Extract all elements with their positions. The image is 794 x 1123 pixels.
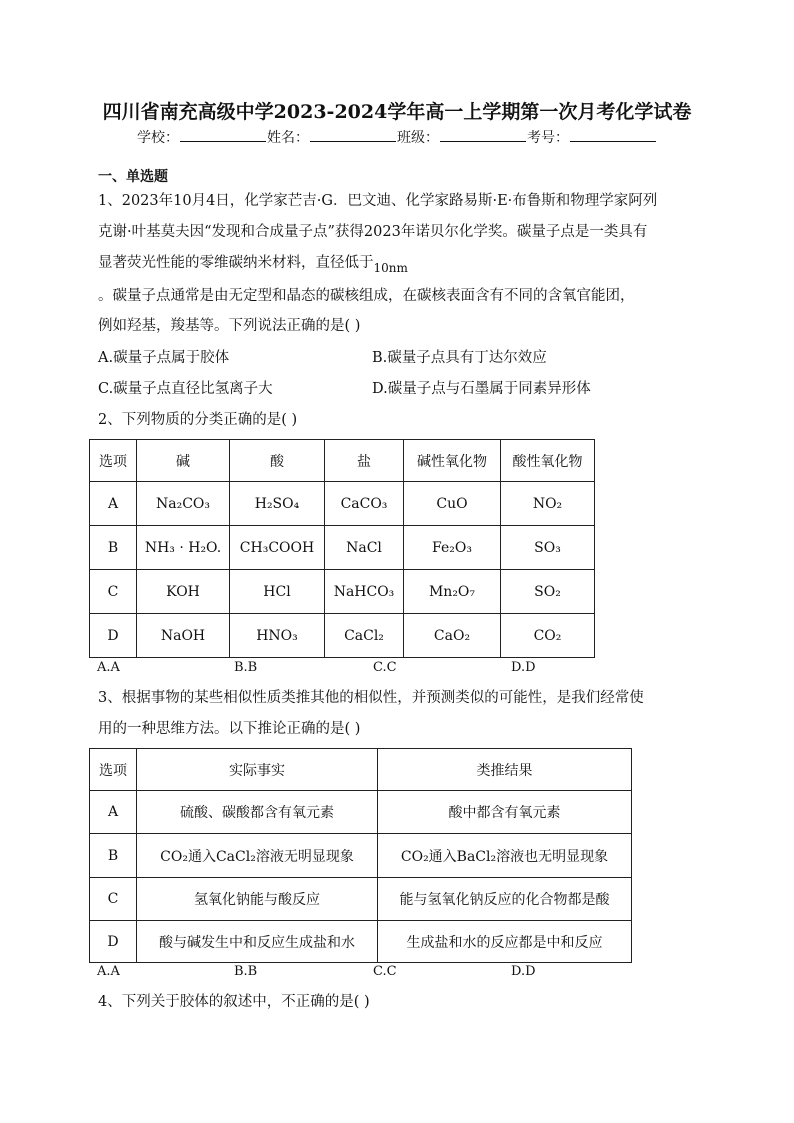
q2-cell: D <box>90 614 137 658</box>
table-row <box>90 878 632 921</box>
q3-cell: CO₂通入BaCl₂溶液也无明显现象 <box>378 834 632 878</box>
q2-cell: KOH <box>137 570 230 614</box>
q1-option-a[interactable]: A.碳量子点属于胶体 <box>98 350 230 366</box>
q1-option-d[interactable]: D.碳量子点与石墨属于同素异形体 <box>372 381 591 397</box>
q3-header: 类推结果 <box>378 749 632 791</box>
q2-cell: CH₃COOH <box>230 526 325 570</box>
q2-cell: Fe₂O₃ <box>404 526 501 570</box>
q3-line-2: 用的一种思维方法。以下推论正确的是( ) <box>98 721 361 737</box>
q3-cell: 氢氧化钠能与酸反应 <box>137 878 378 921</box>
q2-cell: HCl <box>230 570 325 614</box>
q2-cell: NaOH <box>137 614 230 658</box>
name-label: 姓名： <box>267 130 309 146</box>
q2-option-d[interactable]: D.D <box>511 660 536 675</box>
q2-table <box>89 439 595 658</box>
q2-cell: NH₃ · H₂O. <box>137 526 230 570</box>
q3-line-1: 3、根据事物的某些相似性质类推其他的相似性，并预测类似的可能性，是我们经常使 <box>98 690 644 706</box>
q2-header: 酸 <box>230 440 325 482</box>
q2-cell: Na₂CO₃ <box>137 482 230 526</box>
q2-header: 选项 <box>90 440 137 482</box>
q3-cell: 硫酸、碳酸都含有氧元素 <box>137 791 378 834</box>
exam-no-blank[interactable] <box>570 128 656 142</box>
school-label: 学校： <box>137 130 179 146</box>
q2-header: 碱 <box>137 440 230 482</box>
q2-cell: HNO₃ <box>230 614 325 658</box>
page-title: 四川省南充高级中学2023-2024学年高一上学期第一次月考化学试卷 <box>102 101 692 123</box>
q3-cell: A <box>90 791 137 834</box>
q2-cell: NaCl <box>325 526 404 570</box>
class-blank[interactable] <box>440 128 526 142</box>
q2-option-c[interactable]: C.C <box>373 660 397 675</box>
q3-option-d[interactable]: D.D <box>511 964 536 979</box>
table-row <box>90 482 595 526</box>
school-blank[interactable] <box>180 128 266 142</box>
q2-cell: B <box>90 526 137 570</box>
table-row <box>90 921 632 963</box>
q2-option-b[interactable]: B.B <box>234 660 258 675</box>
q2-cell: CaO₂ <box>404 614 501 658</box>
q3-cell: 能与氢氧化钠反应的化合物都是酸 <box>378 878 632 921</box>
q2-cell: H₂SO₄ <box>230 482 325 526</box>
q1-line-2: 克谢·叶基莫夫因“发现和合成量子点”获得2023年诺贝尔化学奖。碳量子点是一类具有 <box>98 224 648 240</box>
q3-option-a[interactable]: A.A <box>97 964 120 979</box>
q2-cell: CaCO₃ <box>325 482 404 526</box>
q2-cell: SO₃ <box>501 526 595 570</box>
q2-header: 酸性氧化物 <box>501 440 595 482</box>
q3-cell: 酸与碱发生中和反应生成盐和水 <box>137 921 378 963</box>
q1-line-1: 1、2023年10月4日，化学家芒吉·G．巴文迪、化学家路易斯·E·布鲁斯和物理学家阿列 <box>98 193 658 209</box>
q3-cell: 生成盐和水的反应都是中和反应 <box>378 921 632 963</box>
table-row <box>90 834 632 878</box>
q1-option-c[interactable]: C.碳量子点直径比氢离子大 <box>98 381 273 397</box>
section-heading: 一、单选题 <box>98 169 168 185</box>
table-row <box>90 614 595 658</box>
q3-cell: CO₂通入CaCl₂溶液无明显现象 <box>137 834 378 878</box>
q3-cell: B <box>90 834 137 878</box>
q1-line-5: 例如羟基，羧基等。下列说法正确的是( ) <box>98 318 361 334</box>
q3-header: 选项 <box>90 749 137 791</box>
q3-option-c[interactable]: C.C <box>373 964 397 979</box>
q2-cell: NaHCO₃ <box>325 570 404 614</box>
q1-line-3-text: 显著荧光性能的零维碳纳米材料，直径低于 <box>98 255 374 271</box>
class-label: 班级： <box>397 130 439 146</box>
q2-cell: Mn₂O₇ <box>404 570 501 614</box>
q2-cell: A <box>90 482 137 526</box>
table-row <box>90 791 632 834</box>
q2-cell: CaCl₂ <box>325 614 404 658</box>
q3-header: 实际事实 <box>137 749 378 791</box>
q3-cell: C <box>90 878 137 921</box>
q2-cell: CO₂ <box>501 614 595 658</box>
q2-cell: C <box>90 570 137 614</box>
q1-line-3 <box>98 251 408 275</box>
q2-header: 盐 <box>325 440 404 482</box>
q4-stem: 4、下列关于胶体的叙述中，不正确的是( ) <box>98 994 370 1010</box>
q2-option-a[interactable]: A.A <box>97 660 120 675</box>
q3-table <box>89 748 632 963</box>
q2-cell: SO₂ <box>501 570 595 614</box>
q2-cell: NO₂ <box>501 482 595 526</box>
q1-option-b[interactable]: B.碳量子点具有丁达尔效应 <box>372 350 547 366</box>
name-blank[interactable] <box>310 128 396 142</box>
q2-cell: CuO <box>404 482 501 526</box>
q2-stem: 2、下列物质的分类正确的是( ) <box>98 412 298 428</box>
q3-cell: 酸中都含有氧元素 <box>378 791 632 834</box>
q3-cell: D <box>90 921 137 963</box>
q1-line-3-unit: 10nm <box>373 261 408 275</box>
student-info <box>0 127 794 147</box>
table-row <box>90 570 595 614</box>
q1-line-4: 。碳量子点通常是由无定型和晶态的碳核组成，在碳核表面含有不同的含氧官能团， <box>98 288 635 304</box>
q3-option-b[interactable]: B.B <box>234 964 258 979</box>
table-row <box>90 526 595 570</box>
q2-header: 碱性氧化物 <box>404 440 501 482</box>
exam-no-label: 考号： <box>527 130 569 146</box>
